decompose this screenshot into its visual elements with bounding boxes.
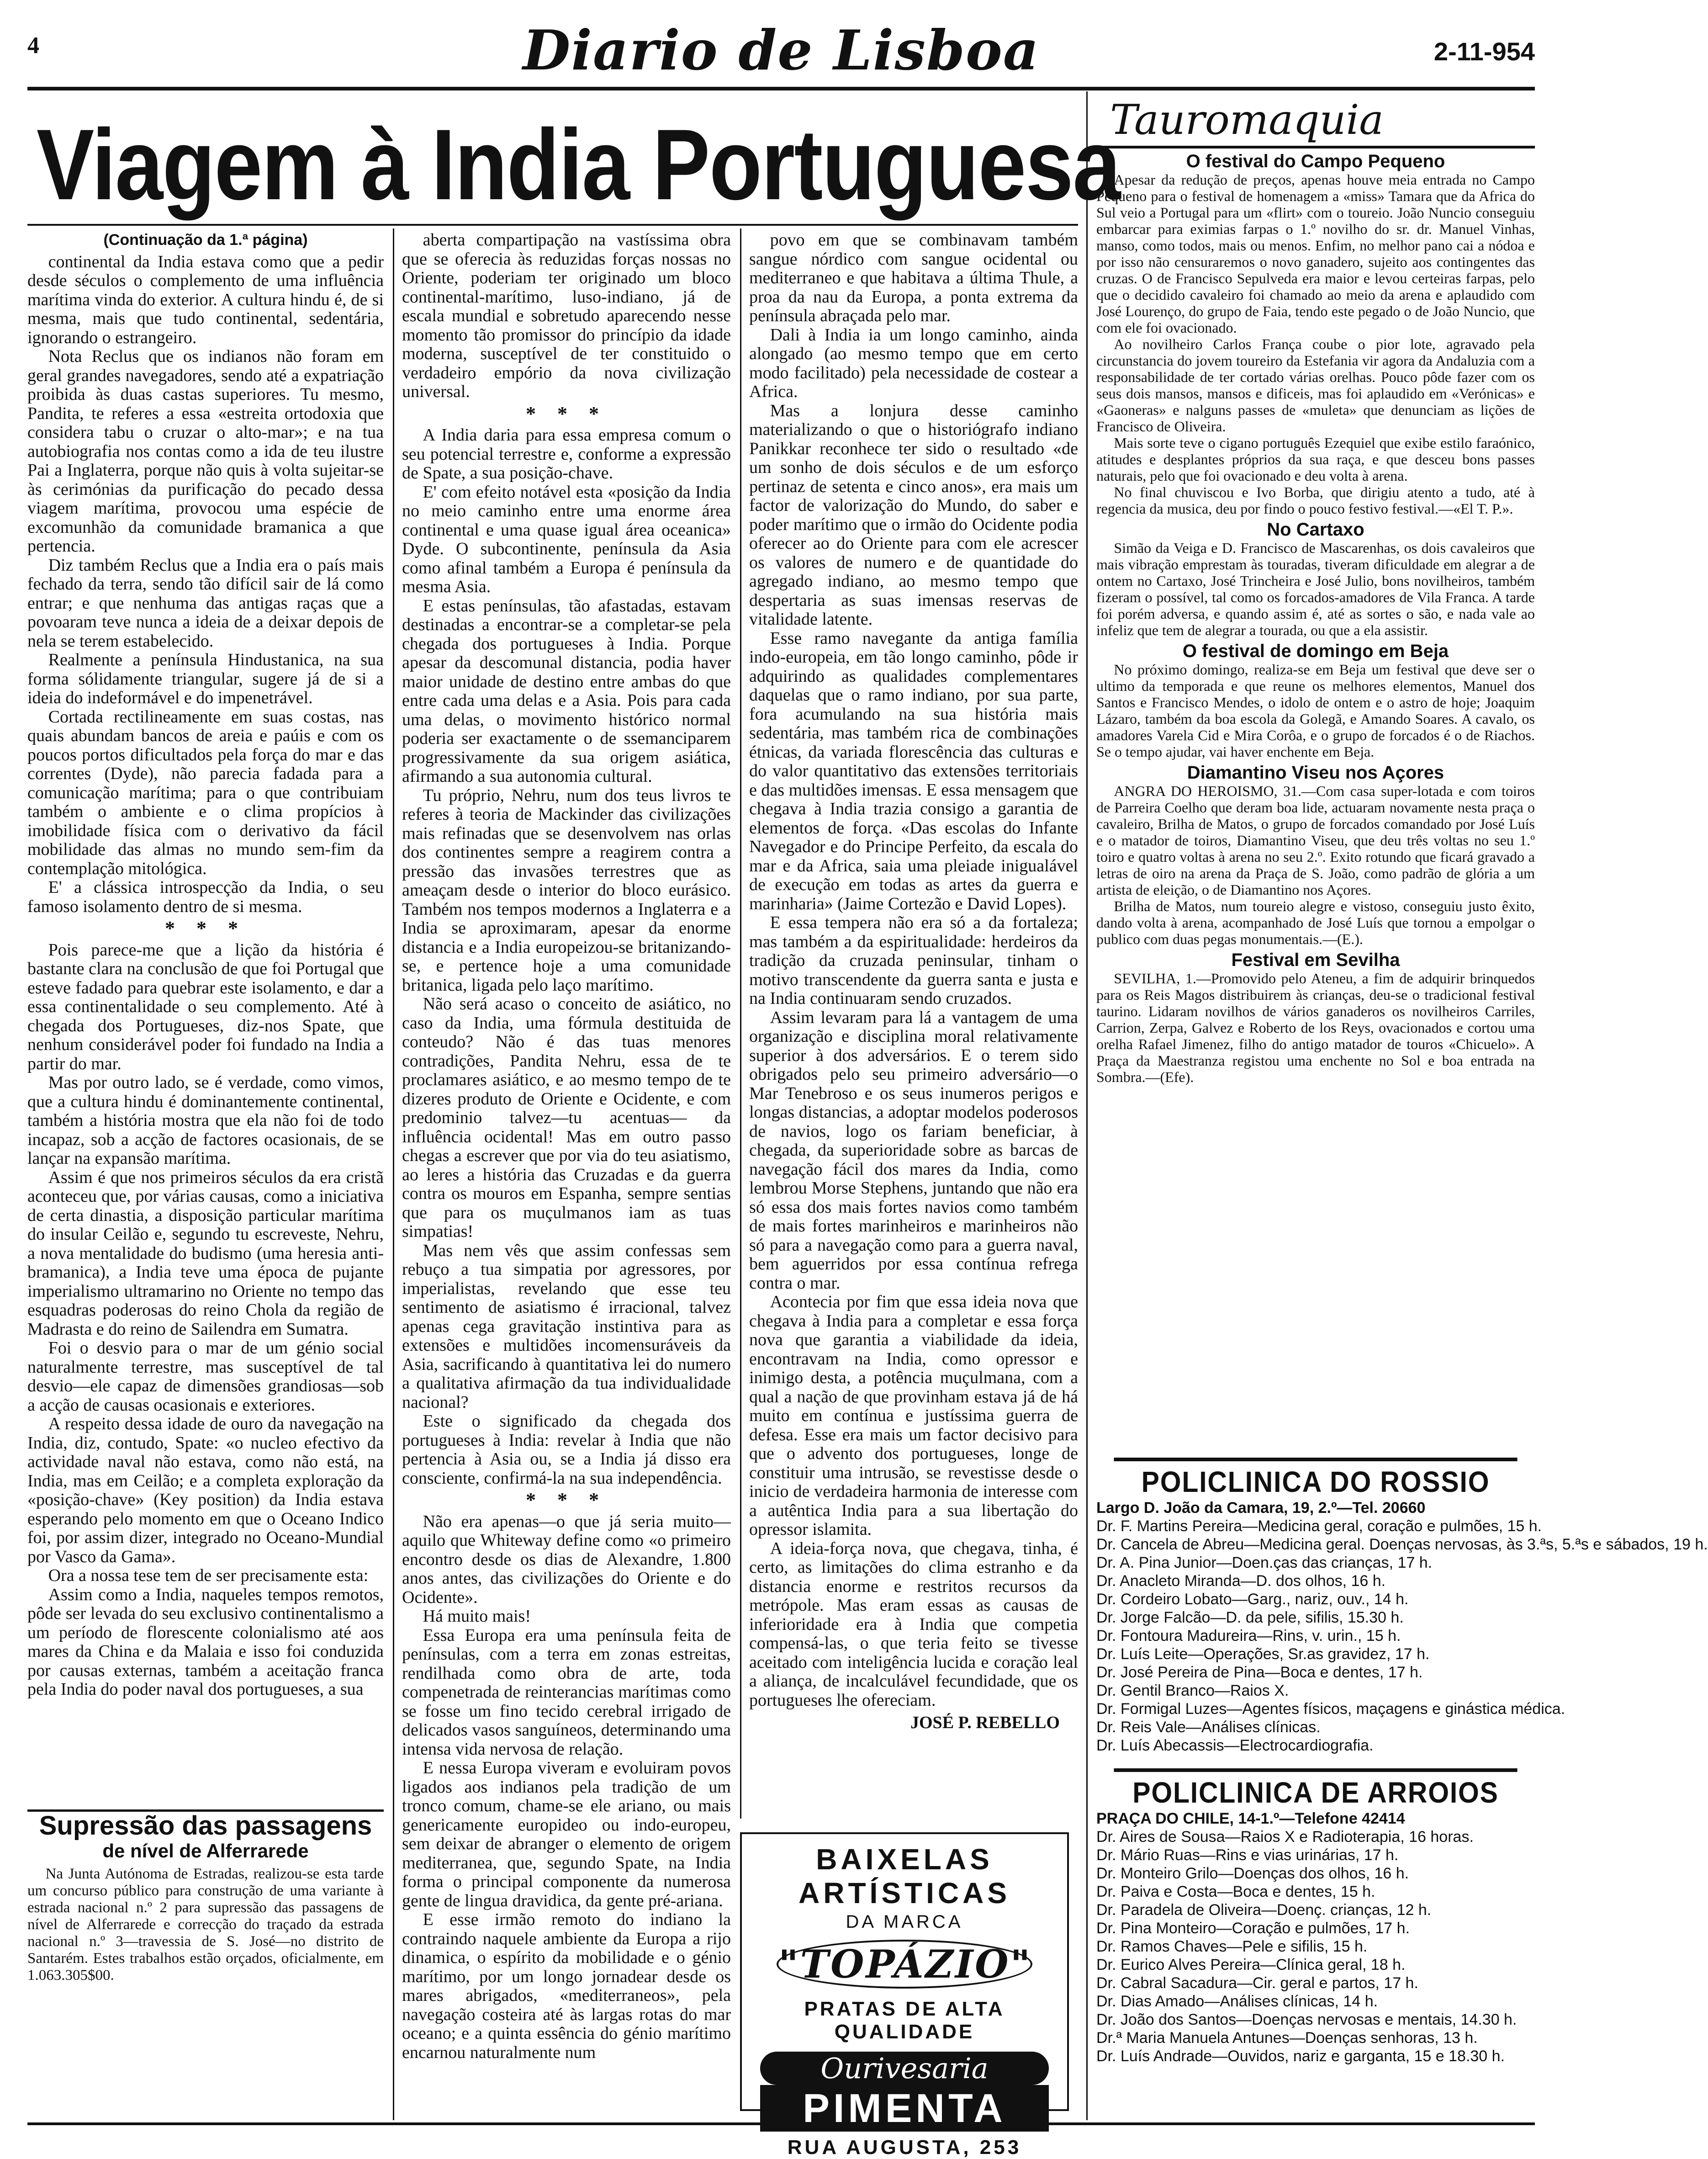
paragraph: Acontecia por fim que essa ideia nova que chegava à India para a completar e essa força nova que garantia a viabilidade da ideia, encontravam na India, como opressor e inimigo desta, a potência muçulmana, com a qual a nação de que provinham estava já de há muito em contínua e justíssima guerra de defesa. Esse era mais um factor decisivo para que o advento dos portugueses, longe de constituir uma intrusão, se revestisse desde o inicio de verdadeira harmonia de interesse com a autêntica India para a sua libertação do opressor islamita.	[749, 1292, 1078, 1539]
paragraph: continental da India estava como que a pedir desde séculos o complemento de uma influência marítima vinda do exterior. A cultura hindu é, de si mesma, mais que tudo continental, sedentária, ignorando o estrangeiro.	[27, 252, 384, 347]
paragraph: SEVILHA, 1.—Promovido pelo Ateneu, a fim de adquirir brinquedos para os Reis Magos distribuirem às crianças, deu-se o tradicional festival taurino. Lidaram novilhos de vários ganaderos os novilheiros Carriles, Carrion, Zerpa, Galvez e Roberto de los Reys, ovacionados e cortou uma orelha Rafael Jimenez, filho do antigo matador de touros «Chicuelo». A Praça da Maestranza registou uma enchente no Sol e boa entrada na Sombra.—(Efe).	[1096, 970, 1535, 1085]
footer-rule	[27, 2122, 1535, 2125]
subheading: O festival do Campo Pequeno	[1186, 151, 1445, 171]
topazio-advert	[740, 1832, 1069, 2159]
supressao-box	[27, 1809, 384, 2120]
paragraph: A respeito dessa idade de ouro da navegação na India, diz, contudo, Spate: «o nucleo efectivo da actividade naval não estava, como não está, na India, mas em Ceilão; e a completa exploração da «posição-chave» (Key position) da India estava esperando pelo momento em que o Oceano Indico foi, por assim dizer, integrado no Oceano-Mundial por Vasco da Gama».	[27, 1414, 384, 1566]
paragraph: Pois parece-me que a lição da história é bastante clara na conclusão de que foi Portugal que esteve fadado para quebrar este isolamento, e dar a essa continentalidade o seu complemento. Até à chegada dos Portugueses, diz-nos Spate, que nenhum considerável poder foi fundado na India a partir do mar.	[27, 940, 384, 1073]
paragraph: E esse irmão remoto do indiano la contraindo naquele ambiente da Europa a rijo dinamica, o espírito da mobilidade e o génio marítimo, por um longo jornadear desde os mares abrigados, «mediterraneos», pela navegação costeira até às largas rotas do mar oceano; e a quinta essência do génio marítimo encarnou naturalmente num	[402, 1910, 731, 2062]
paragraph: Mas por outro lado, se é verdade, como vimos, que a cultura hindu é dominantemente continental, também a história mostra que ela não foi de todo incapaz, sob a acção de factores ocasionais, de se lançar na expansão marítima.	[27, 1073, 384, 1168]
clinic-entry: Dr. A. Pina Junior—Doen.ças das crianças, 17 h.	[1096, 1554, 1433, 1571]
paragraph: Apesar da redução de preços, apenas houve meia entrada no Campo Pequeno para o festival de homenagem a «miss» Tamara que da Africa do Sul veio a Portugal para um «flirt» com o toureio. João Nuncio conseguiu embarcar para eximias farpas o 1.º novilho do sr. dr. Manuel Vinhas, manso, como todos, mais ou menos. Enfim, no melhor pano cai a nódoa e por isso não censuraremos o novo ganadero, sujeito aos contingentes das cruzas. O de Francisco Sepulveda era maior e levou certeiras farpas, pelo que o decidido cavaleiro foi chamado ao meio da arena e aplaudido com José Lourenço, do grupo de Faia, tendo este pegado o de João Nuncio, que com ele foi ovacionado.	[1096, 171, 1535, 336]
clinic-entry: Dr. Paiva e Costa—Boca e dentes, 15 h.	[1096, 1883, 1375, 1900]
paragraph: Cortada rectilineamente em suas costas, nas quais abundam bancos de areia e paúis e com os poucos portos dificultados pela força do mar e das correntes (Dyde), não parecia fadada para a comunicação marítima; para o que contribuiam também o ambiente e o clima propícios à imobilidade física com o derivativo da fácil mobilidade das almas no mundo sem-fim da contemplação mitológica.	[27, 707, 384, 878]
newspaper-page	[27, 18, 1708, 2159]
page-header	[27, 18, 1535, 87]
paragraph: aberta compartipação na vastíssima obra que se oferecia às reduzidas forças nossas no Oriente, poderiam ter originado um bloco continental-marítimo, luso-indiano, já de escala mundial e sobretudo aparecendo nesse momento tão promissor do princípio da idade moderna, susceptível de ter constituido o verdadeiro empório da nova civilização universal.	[402, 230, 731, 401]
paragraph: E' com efeito notável esta «posição da India no meio caminho entre uma enorme área continental e uma quase igual área oceanica» Dyde. O subcontinente, península da Asia como afinal também a Europa é península da mesma Asia.	[402, 482, 731, 596]
section-stars: * * *	[165, 917, 246, 939]
paragraph: Assim é que nos primeiros séculos da era cristã aconteceu que, por várias causas, como a iniciativa de certa dinastia, a disposição particular marítima do insular Ceilão e, segundo tu escreveste, Nehru, a nova mentalidade do budismo (uma heresia anti-bramanica), a India teve uma época de pujante imperialismo ultramarino no Oriente no tempo das esquadras poderosas do reino Chola da região de Madrasta e do reino de Sailendra em Sumatra.	[27, 1167, 384, 1339]
clinic-address: Largo D. João da Camara, 19, 2.º—Tel. 20660	[1096, 1499, 1426, 1517]
paragraph: A ideia-força nova, que chegava, tinha, é certo, as limitações do clima estranho e da distancia enorme e restritos recursos da metrópole. Mas eram essas as causas de inferioridade era à India que competia compensá-las, o que teria feito se tivesse aceitado com inteligência lucida e coração leal a aliança, de incalculável fecundidade, que os portugueses lhe ofereciam.	[749, 1538, 1078, 1710]
header-rule	[27, 87, 1535, 90]
clinic-entry: Dr. José Pereira de Pina—Boca e dentes, 17 h.	[1096, 1664, 1423, 1681]
subheading: Festival em Sevilha	[1231, 950, 1400, 970]
policlinica-rossio	[1096, 1458, 1708, 1755]
clinic-entry: Dr. Cabral Sacadura—Cir. geral e partos, 17 h.	[1096, 1974, 1418, 1992]
clinic-entry: Dr. Gentil Branco—Raios X.	[1096, 1682, 1289, 1699]
tauromaquia-heading: Tauromaquia	[1096, 96, 1535, 149]
paragraph: E nessa Europa viveram e evoluiram povos ligados aos indianos pela tradição de um tronco comum, chame-se ele ariano, ou mais genericamente europideo ou indo-europeu, sem deixar de abranger o elemento de origem mediterranea, que, segundo Spate, na India forma o principal componente da numerosa gente de lingua dravidica, da gente pré-ariana.	[402, 1758, 731, 1910]
masthead: Diario de Lisboa	[523, 18, 1040, 83]
paragraph: Este o significado da chegada dos portugueses à India: revelar à India que não pertencia à Asia ou, se a India já disso era consciente, confirmá-la na sua independência.	[402, 1411, 731, 1488]
paragraph: Simão da Veiga e D. Francisco de Mascarenhas, os dois cavaleiros que mais vibração emprestam às touradas, tiveram dificuldade em alegrar a de ontem no Cartaxo, José Trincheira e José Julio, bons novilheiros, também fizeram o possível, tal como os forcados-amadores de Vila Franca. A tarde foi porém adversa, e quando assim é, até as sortes o são, e nada vale ao infeliz que tem de alegrar a tourada, ou que a ela assistir.	[1096, 540, 1535, 638]
advert-line: QUALIDADE	[834, 2021, 975, 2043]
section-stars: * * *	[526, 402, 607, 425]
advert-line: ARTÍSTICAS	[798, 1877, 1010, 1910]
article-column-2	[402, 231, 731, 2113]
subheading: O festival de domingo em Beja	[1182, 641, 1449, 661]
clinic-entry: Dr. F. Martins Pereira—Medicina geral, coração e pulmões, 15 h.	[1096, 1517, 1542, 1535]
supressao-subtitle: de nível de Alferrarede	[102, 1840, 309, 1862]
clinic-entry: Dr. Paradela de Oliveira—Doenç. crianças, 12 h.	[1096, 1901, 1432, 1919]
paragraph: Brilha de Matos, num toureio alegre e vistoso, conseguiu justo êxito, dando volta à arena, acompanhado de José Luís que tornou a empolgar o publico com duas pegas monumentais.—(E.).	[1096, 898, 1535, 947]
paragraph: Mas a lonjura desse caminho materializando o que o historiógrafo indiano Panikkar reconhece ter sido o resultado «de um sonho de dois séculos e de um esforço pertinaz de setenta e cinco anos», era mais um factor de valorização do Mundo, do saber e poder marítimo que o irmão do Ocidente podia oferecer ao do Oriente para com ele acrescer os valores de numero e de quantidade do agregado indiano, ao mesmo tempo que despertaria as suas imensas reservas de vitalidade latente.	[749, 401, 1078, 629]
paragraph: Não será acaso o conceito de asiático, no caso da India, uma fórmula destituida de conteudo? Não é das tuas menores contradições, Pandita Nehru, essa de te proclamares asiático, e ao mesmo tempo de te dizeres produto de Oriente e Ocidente, e com predominio talvez—tu acentuas— da influência ocidental! Mas em outro passo chegas a escrever que por via do teu asiatismo, ao leres a história das Cruzadas e da guerra contra os mouros em Espanha, sempre sentias que para os muçulmanos iam as tuas simpatias!	[402, 994, 731, 1241]
clinic-entry: Dr. Formigal Luzes—Agentes físicos, maçagens e ginástica médica.	[1096, 1700, 1565, 1718]
paragraph: Foi o desvio para o mar de um génio social naturalmente terrestre, mas susceptível de tal desvio—ele capaz de dimensões grandiosas—sob a acção de causas ocasionais e exteriores.	[27, 1338, 384, 1415]
clinic-entry: Dr. Luís Andrade—Ouvidos, nariz e garganta, 15 e 18.30 h.	[1096, 2048, 1505, 2065]
supressao-body: Na Junta Autónoma de Estradas, realizou-se esta tarde um concurso público para construção de uma variante à estrada nacional n.º 2 para supressão das passagens de nível de Alferrarede e correcção do traçado da estrada nacional n.º 3—travessia de S. José—no distrito de Santarém. Estes trabalhos estão orçados, oficialmente, em 1.063.305$00.	[27, 1866, 384, 1984]
advert-line: DA MARCA	[846, 1912, 963, 1932]
clinic-entry: Dr. Aires de Sousa—Raios X e Radioterapia, 16 horas.	[1096, 1828, 1474, 1846]
page-number: 4	[27, 32, 39, 58]
paragraph: Diz também Reclus que a India era o país mais fechado da terra, sendo tão difícil sair de lá como entrar; e que nenhuma das antigas raças que a povoaram teve nunca a ideia de a deixar depois de nela se terem estabelecido.	[27, 555, 384, 651]
article-column-3	[749, 231, 1078, 1807]
paragraph: No final chuviscou e Ivo Borba, que dirigiu atento a tudo, até à regencia da musica, deu por findo o pouco festivo festival.—«El T. P.».	[1096, 484, 1535, 517]
clinic-entry: Dr. Mário Ruas—Rins e vias urinárias, 17 h.	[1096, 1846, 1399, 1864]
clinic-entry: Dr. Anacleto Miranda—D. dos olhos, 16 h.	[1096, 1572, 1386, 1590]
advert-address: RUA AUGUSTA, 253	[787, 2136, 1022, 2159]
paragraph: Assim levaram para lá a vantagem de uma organização e disciplina moral relativamente superior à dos adversários. E o terem sido obrigados pelo seu primeiro adversário—o Mar Tenebroso e os seus inumeros perigos e longas distancias, a adoptar modelos poderosos de navios, logo os fariam beneficiar, à chegada, da superioridade sobre as barcas de navegação fácil dos mares da India, como lembrou Morse Stephens, juntando que não era só essa dos mais fortes navios como também de mais fortes marinheiros e marinheiros não só para a navegação como para a guerra naval, bem aguerridos por essa contínua refrega contra o mar.	[749, 1008, 1078, 1293]
policlinica-arroios	[1096, 1768, 1535, 2065]
clinic-entry: Dr. Reis Vale—Análises clínicas.	[1096, 1719, 1321, 1736]
clinic-entry: Dr. Pina Monteiro—Coração e pulmões, 17 h.	[1096, 1920, 1410, 1937]
clinic-entry: Dr. Jorge Falcão—D. da pele, sifilis, 15.30 h.	[1096, 1609, 1404, 1626]
paragraph: Esse ramo navegante da antiga família indo-europeia, em tão longo caminho, pôde ir adquirindo as qualidades complementares daquelas que o ramo indiano, por sua parte, fora acumulando na sua história mais sedentária, mas também rica de combinações étnicas, da variada florescência das culturas e do valor quantitativo das extensões territoriais e das multidões imensas. E essa mensagem que chegava à India trazia consigo a garantia de elementos de força. «Das escolas do Infante Navegador e do Principe Perfeito, da escala do mar e da Africa, saia uma pleiade inigualável de execução em todas as artes da guerra e marinharia» (Jaime Cortezão e David Lopes).	[749, 628, 1078, 913]
advert-brand: "TOPÁZIO"	[777, 1940, 1032, 1989]
issue-date: 2-11-954	[1433, 37, 1535, 66]
title-rule	[27, 224, 1078, 226]
clinic-list	[1096, 1809, 1535, 2065]
paragraph: Há muito mais!	[423, 1607, 531, 1626]
clinic-entry: Dr. João dos Santos—Doenças nervosas e mentais, 14.30 h.	[1096, 2011, 1517, 2028]
clinic-entry: Dr. Cancela de Abreu—Medicina geral. Doenças nervosas, às 3.ªs, 5.ªs e sábados, 19 h.	[1096, 1536, 1708, 1553]
clinic-entry: Dr. Monteiro Grilo—Doenças dos olhos, 16 h.	[1096, 1865, 1409, 1882]
column-divider	[393, 228, 394, 2120]
paragraph: Mais sorte teve o cigano português Ezequiel que exibe estilo faraónico, atitudes e desplantes próprios da sua raça, e que desceu bons passes naturais, pelo que foi ovacionado e deu volta à arena.	[1096, 435, 1535, 484]
clinic-entry: Dr. Luís Abecassis—Electrocardiografia.	[1096, 1737, 1374, 1754]
clinic-list	[1096, 1499, 1708, 1755]
paragraph: Tu próprio, Nehru, num dos teus livros te referes à teoria de Mackinder das civilizações mais refinadas que se desenvolvem nas orlas dos continentes sempre a reagirem contra a pressão das invasões terrestres que as ameaçam desde o interior do bloco eurásico. Também nos tempos modernos a Inglaterra e a India se aproximaram, apesar da enorme distancia e a India europeizou-se britanizando-se, e pertence hoje a uma comunidade britanica, ligada pelo laço marítimo.	[402, 785, 731, 995]
paragraph: A India daria para essa empresa comum o seu potencial terrestre e, conforme a expressão de Spate, a sua posição-chave.	[402, 425, 731, 483]
section-stars: * * *	[526, 1489, 607, 1511]
paragraph: Realmente a península Hindustanica, na sua forma sólidamente triangular, sugere já de si a ideia do indeformável e do impenetrável.	[27, 650, 384, 707]
tauromaquia-section	[1096, 96, 1535, 1387]
paragraph: Ao novilheiro Carlos França coube o pior lote, agravado pela circunstancia do jovem toureiro da Estefania vir agora da Andaluzia com a responsabilidade de ter cortado várias orelhas. Pouco pôde fazer com os seus dois mansos, mansos e dificeis, mas foi aplaudido em «Verónicas» e «Gaoneras» e nalguns passes de «muleta» que denunciam as lições de Francisco de Oliveira.	[1096, 336, 1535, 435]
paragraph: E' a clássica introspecção da India, o seu famoso isolamento dentro de si mesma.	[27, 878, 384, 916]
clinic-title: POLICLINICA DE ARROIOS	[1114, 1768, 1517, 1809]
paragraph: ANGRA DO HEROISMO, 31.—Com casa super-lotada e com toiros de Parreira Coelho que deram boa lide, actuaram novamente nesta praça o cavaleiro, Brilha de Matos, o grupo de forcados comandado por José Luís e o matador de toiros, Diamantino Viseu, que deu três voltas no seu 1.º toiro e quatro voltas à arena no seu 2.º. Exito rotundo que ficará gravado a letras de oiro na arena da Praça de S. João, como padrão de glória a um artista de eleição, o de Diamantino nos Açores.	[1096, 783, 1535, 898]
advert-line: BAIXELAS	[816, 1843, 993, 1876]
continuation-note: (Continuação da 1.ª página)	[103, 231, 308, 249]
author-signature: JOSÉ P. REBELLO	[910, 1713, 1060, 1732]
supressao-title: Supressão das passagens	[39, 1811, 372, 1841]
clinic-entry: Dr. Dias Amado—Análises clínicas, 14 h.	[1096, 1993, 1378, 2010]
advert-shop-script: Ourivesaria	[760, 2052, 1049, 2085]
subheading: Diamantino Viseu nos Açores	[1187, 763, 1444, 783]
clinic-entry: Dr.ª Maria Manuela Antunes—Doenças senhoras, 13 h.	[1096, 2029, 1478, 2047]
paragraph: povo em que se combinavam também sangue nórdico com sangue ocidental ou mediterraneo e que habitava a última Thule, a proa da nau da Europa, a ponta extrema da península abraçada pelo mar.	[749, 230, 1078, 325]
clinic-title: POLICLINICA DO ROSSIO	[1114, 1458, 1517, 1499]
clinic-entry: Dr. Ramos Chaves—Pele e sifilis, 15 h.	[1096, 1938, 1368, 1955]
paragraph: No próximo domingo, realiza-se em Beja um festival que deve ser o ultimo da temporada e que reune os melhores elementos, Manuel dos Santos e Francisco Mendes, o idolo de ontem e o astro de hoje; Joaquim Lázaro, também da boa escola da Golegã, e Amando Soares. A cavalo, os amadores Varela Cid e Mira Corôa, e o grupo de forcados é o de Riachos. Se o tempo ajudar, vai haver enchente em Beja.	[1096, 661, 1535, 760]
paragraph: Ora a nossa tese tem de ser precisamente esta:	[48, 1566, 369, 1585]
clinic-entry: Dr. Fontoura Madureira—Rins, v. urin., 15 h.	[1096, 1627, 1401, 1644]
paragraph: Não era apenas—o que já seria muito—aquilo que Whiteway define como «o primeiro encontro desde os dias de Alexandre, 1.800 anos antes, das civilizações do Oriente e do Ocidente».	[402, 1512, 731, 1607]
subheading: No Cartaxo	[1267, 520, 1364, 540]
tauromaquia-body	[1096, 153, 1535, 1387]
paragraph: E essa tempera não era só a da fortaleza; mas também a da espiritualidade: herdeiros da tradição da cruzada peninsular, tinham o motivo transcendente da guerra santa e justa e na India continuaram sendo cruzados.	[749, 913, 1078, 1008]
paragraph: Essa Europa era uma península feita de penínsulas, com a terra em zonas estreitas, rendilhada como obra de arte, toda compenetrada de reinterancias marítimas como se fosse um fino tecido cerebral irrigado de delicados vasos sanguíneos, determinando uma intensa vida nervosa de relação.	[402, 1625, 731, 1759]
section-divider	[1086, 91, 1088, 2120]
column-divider	[740, 228, 741, 1819]
clinic-entry: Dr. Eurico Alves Pereira—Clínica geral, 18 h.	[1096, 1956, 1406, 1973]
paragraph: E estas penínsulas, tão afastadas, estavam destinadas a encontrar-se a completar-se pela chegada dos portugueses à India. Porque apesar da descomunal distancia, podia haver maior unidade de destino entre ambas do que entre cada uma delas e a Asia. Pois para cada uma delas, o movimento histórico normal poderia ser exactamente o de ssemanciparem progressivamente da sua origem asiática, afirmando a sua autonomia cultural.	[402, 596, 731, 786]
clinic-entry: Dr. Luís Leite—Operações, Sr.as gravidez, 17 h.	[1096, 1645, 1430, 1663]
paragraph: Mas nem vês que assim confessas sem rebuço a tua simpatia por agressores, por imperialistas, revelando que esse teu sentimento de asiatismo é irracional, talvez apenas cega gravitação instintiva para as extensões e multidões incomensuráveis da Asia, sacrificando à quantitativa lei do numero a qualitativa afirmação da tua individualidade nacional?	[402, 1241, 731, 1412]
article-column-1	[27, 231, 384, 1803]
clinic-entry: Dr. Cordeiro Lobato—Garg., nariz, ouv., 14 h.	[1096, 1591, 1409, 1608]
article-title: Viagem à India Portuguesa	[37, 108, 1120, 221]
paragraph: Dali à India ia um longo caminho, ainda alongado (ao mesmo tempo que em certo modo facilitado) pela necessidade de costear a Africa.	[749, 325, 1078, 401]
paragraph: Nota Reclus que os indianos não foram em geral grandes navegadores, sendo até a expatriação proibida às duas castas superiores. Tu mesmo, Pandita, te referes a essa «estreita ortodoxia que considera tabu o cruzar o alto-mar»; e na tua autobiografia nos contas como a ida de teu ilustre Pai a Inglaterra, porque não quis à volta sujeitar-se às cerimónias da purificação do pecado dessa viagem marítima, provocou uma espécie de excomunhão da comunidade bramanica a que pertencia.	[27, 347, 384, 556]
clinic-address: PRAÇA DO CHILE, 14-1.º—Telefone 42414	[1096, 1810, 1405, 1827]
paragraph: Assim como a India, naqueles tempos remotos, pôde ser levada do seu exclusivo continentalismo a um período de florescente colonialismo até aos mares da China e da Malaia e isso foi conduzida por causas externas, também a aceitação franca pela India do poder naval dos portugueses, a sua	[27, 1585, 384, 1699]
advert-shop-name: PIMENTA	[760, 2085, 1049, 2132]
advert-line: PRATAS DE ALTA	[804, 1998, 1005, 2020]
